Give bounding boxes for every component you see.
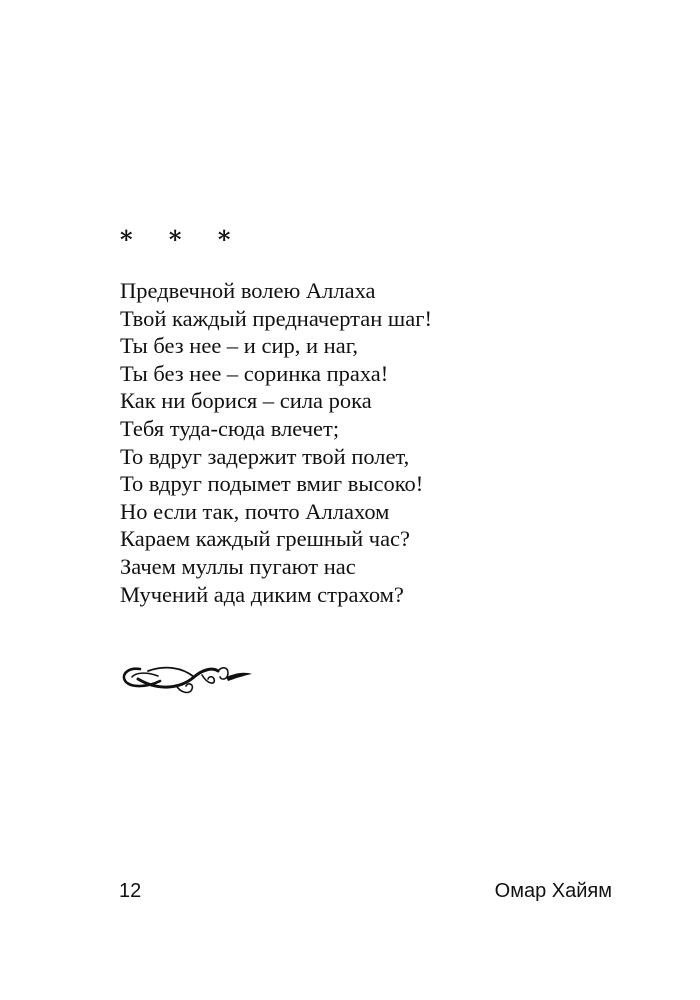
- poem-line: Ты без нее – и сир, и наг,: [120, 333, 359, 359]
- poem-text: [120, 277, 600, 608]
- calligraphic-flourish-icon: [118, 655, 254, 697]
- poem-line: Ты без нее – соринка праха!: [120, 360, 389, 386]
- poem-line: Тебя туда-сюда влечет;: [120, 415, 340, 441]
- page-number: 12: [119, 880, 142, 902]
- poem-line: Зачем муллы пугают нас: [120, 553, 356, 579]
- poem-line: То вдруг задержит твой полет,: [120, 443, 410, 469]
- poem-line: Но если так, почто Аллахом: [120, 498, 390, 524]
- poem-line: То вдруг подымет вмиг высоко!: [120, 471, 424, 497]
- section-separator: * * *: [120, 225, 245, 254]
- poem-line: Предвечной волею Аллаха: [120, 278, 376, 303]
- running-title: Омар Хайям: [494, 880, 612, 902]
- poem-line: Твой каждый предначертан шаг!: [120, 305, 432, 331]
- poem-line: Мучений ада диким страхом?: [120, 581, 404, 607]
- poem-line: Караем каждый грешный час?: [120, 526, 411, 552]
- poem-line: Как ни борися – сила рока: [120, 388, 372, 414]
